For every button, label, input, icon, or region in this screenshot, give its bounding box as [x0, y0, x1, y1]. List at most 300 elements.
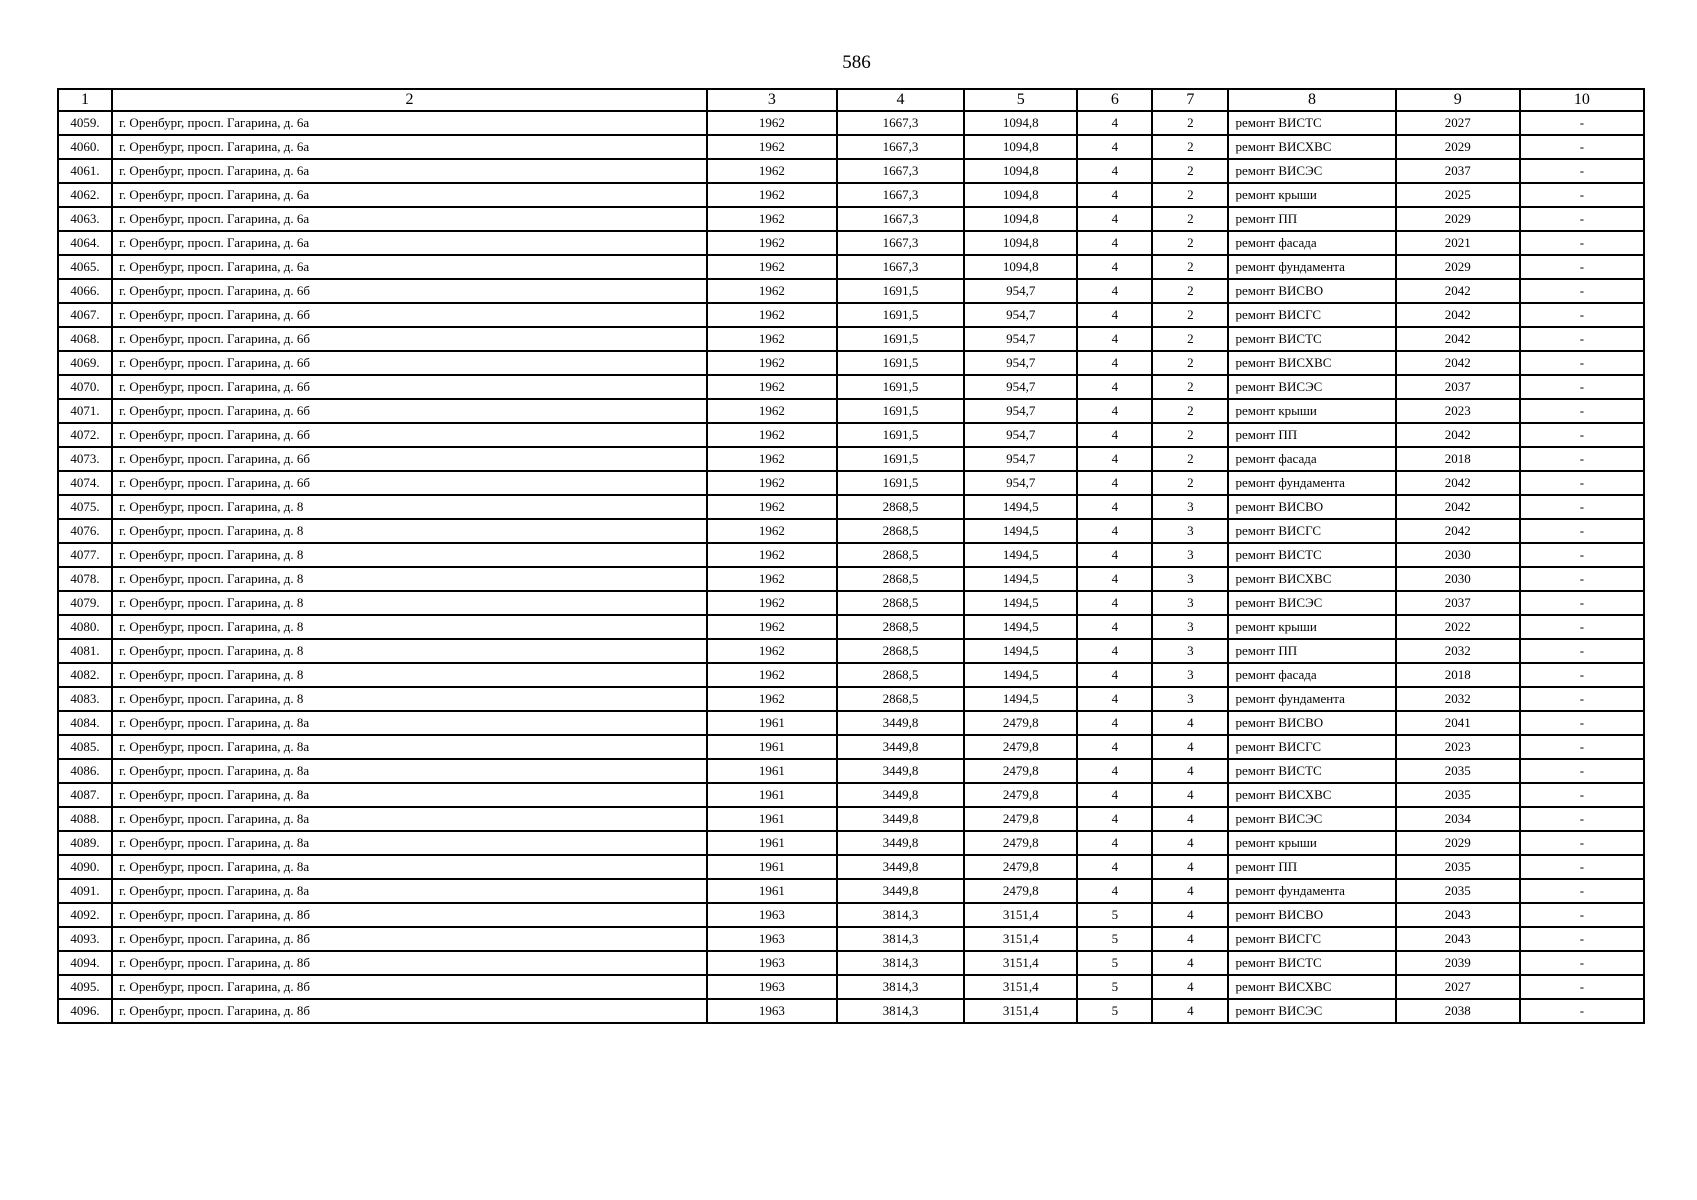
row-number-cell: 4068.: [58, 327, 112, 351]
table-row: [58, 735, 1644, 759]
total-area-cell: 1691,5: [837, 327, 964, 351]
row-number-cell: 4071.: [58, 399, 112, 423]
work-type-cell: ремонт ПП: [1228, 207, 1395, 231]
row-number-cell: 4072.: [58, 423, 112, 447]
note-cell: -: [1520, 927, 1644, 951]
floors-cell: 4: [1077, 375, 1152, 399]
address-cell: г. Оренбург, просп. Гагарина, д. 8: [112, 639, 707, 663]
planned-year-cell: 2032: [1396, 639, 1520, 663]
living-area-cell: 1494,5: [964, 543, 1077, 567]
work-type-cell: ремонт ВИСХВС: [1228, 567, 1395, 591]
table-row: [58, 591, 1644, 615]
entrances-cell: 2: [1152, 159, 1228, 183]
planned-year-cell: 2043: [1396, 927, 1520, 951]
row-number-cell: 4091.: [58, 879, 112, 903]
floors-cell: 4: [1077, 399, 1152, 423]
entrances-cell: 2: [1152, 471, 1228, 495]
floors-cell: 4: [1077, 351, 1152, 375]
work-type-cell: ремонт ВИСТС: [1228, 759, 1395, 783]
row-number-cell: 4070.: [58, 375, 112, 399]
floors-cell: 4: [1077, 807, 1152, 831]
entrances-cell: 2: [1152, 135, 1228, 159]
address-cell: г. Оренбург, просп. Гагарина, д. 8а: [112, 759, 707, 783]
work-type-cell: ремонт ВИСВО: [1228, 711, 1395, 735]
year-built-cell: 1962: [707, 447, 837, 471]
planned-year-cell: 2042: [1396, 303, 1520, 327]
note-cell: -: [1520, 543, 1644, 567]
work-type-cell: ремонт ВИСТС: [1228, 327, 1395, 351]
total-area-cell: 2868,5: [837, 687, 964, 711]
year-built-cell: 1961: [707, 711, 837, 735]
floors-cell: 4: [1077, 471, 1152, 495]
column-header-10: 10: [1520, 89, 1644, 111]
living-area-cell: 2479,8: [964, 831, 1077, 855]
note-cell: -: [1520, 687, 1644, 711]
address-cell: г. Оренбург, просп. Гагарина, д. 8: [112, 591, 707, 615]
address-cell: г. Оренбург, просп. Гагарина, д. 8б: [112, 927, 707, 951]
row-number-cell: 4076.: [58, 519, 112, 543]
work-type-cell: ремонт ВИСГС: [1228, 735, 1395, 759]
table-row: [58, 135, 1644, 159]
year-built-cell: 1962: [707, 495, 837, 519]
year-built-cell: 1962: [707, 423, 837, 447]
year-built-cell: 1962: [707, 159, 837, 183]
note-cell: -: [1520, 663, 1644, 687]
total-area-cell: 2868,5: [837, 591, 964, 615]
living-area-cell: 2479,8: [964, 711, 1077, 735]
year-built-cell: 1963: [707, 927, 837, 951]
living-area-cell: 1494,5: [964, 495, 1077, 519]
entrances-cell: 2: [1152, 399, 1228, 423]
year-built-cell: 1961: [707, 759, 837, 783]
note-cell: -: [1520, 855, 1644, 879]
note-cell: -: [1520, 135, 1644, 159]
entrances-cell: 2: [1152, 231, 1228, 255]
total-area-cell: 3449,8: [837, 735, 964, 759]
living-area-cell: 1494,5: [964, 687, 1077, 711]
year-built-cell: 1962: [707, 255, 837, 279]
living-area-cell: 954,7: [964, 471, 1077, 495]
work-type-cell: ремонт ВИСТС: [1228, 111, 1395, 135]
living-area-cell: 1094,8: [964, 231, 1077, 255]
entrances-cell: 3: [1152, 495, 1228, 519]
floors-cell: 4: [1077, 855, 1152, 879]
note-cell: -: [1520, 807, 1644, 831]
note-cell: -: [1520, 399, 1644, 423]
address-cell: г. Оренбург, просп. Гагарина, д. 8б: [112, 999, 707, 1023]
living-area-cell: 954,7: [964, 303, 1077, 327]
table-body: [58, 111, 1644, 1023]
table-row: [58, 351, 1644, 375]
table-row: [58, 831, 1644, 855]
note-cell: -: [1520, 159, 1644, 183]
total-area-cell: 1691,5: [837, 447, 964, 471]
table-row: [58, 855, 1644, 879]
table-row: [58, 759, 1644, 783]
row-number-cell: 4065.: [58, 255, 112, 279]
column-header-4: 4: [837, 89, 964, 111]
entrances-cell: 2: [1152, 327, 1228, 351]
row-number-cell: 4096.: [58, 999, 112, 1023]
address-cell: г. Оренбург, просп. Гагарина, д. 6а: [112, 231, 707, 255]
year-built-cell: 1962: [707, 231, 837, 255]
planned-year-cell: 2032: [1396, 687, 1520, 711]
entrances-cell: 4: [1152, 735, 1228, 759]
work-type-cell: ремонт крыши: [1228, 831, 1395, 855]
row-number-cell: 4066.: [58, 279, 112, 303]
planned-year-cell: 2042: [1396, 327, 1520, 351]
work-type-cell: ремонт ВИСЭС: [1228, 807, 1395, 831]
column-header-9: 9: [1396, 89, 1520, 111]
entrances-cell: 3: [1152, 543, 1228, 567]
floors-cell: 4: [1077, 687, 1152, 711]
living-area-cell: 954,7: [964, 351, 1077, 375]
table-row: [58, 327, 1644, 351]
total-area-cell: 1667,3: [837, 231, 964, 255]
total-area-cell: 3814,3: [837, 951, 964, 975]
entrances-cell: 2: [1152, 279, 1228, 303]
table-row: [58, 663, 1644, 687]
year-built-cell: 1961: [707, 855, 837, 879]
planned-year-cell: 2030: [1396, 543, 1520, 567]
table-row: [58, 927, 1644, 951]
floors-cell: 4: [1077, 735, 1152, 759]
work-type-cell: ремонт ВИСЭС: [1228, 999, 1395, 1023]
note-cell: -: [1520, 735, 1644, 759]
address-cell: г. Оренбург, просп. Гагарина, д. 6а: [112, 111, 707, 135]
entrances-cell: 2: [1152, 111, 1228, 135]
entrances-cell: 4: [1152, 975, 1228, 999]
living-area-cell: 1094,8: [964, 111, 1077, 135]
note-cell: -: [1520, 711, 1644, 735]
page-number: 586: [842, 52, 871, 73]
header-row: [58, 89, 1644, 111]
row-number-cell: 4067.: [58, 303, 112, 327]
note-cell: -: [1520, 375, 1644, 399]
planned-year-cell: 2042: [1396, 519, 1520, 543]
planned-year-cell: 2023: [1396, 735, 1520, 759]
entrances-cell: 4: [1152, 951, 1228, 975]
entrances-cell: 2: [1152, 375, 1228, 399]
planned-year-cell: 2042: [1396, 495, 1520, 519]
address-cell: г. Оренбург, просп. Гагарина, д. 6а: [112, 135, 707, 159]
address-cell: г. Оренбург, просп. Гагарина, д. 6б: [112, 279, 707, 303]
entrances-cell: 4: [1152, 927, 1228, 951]
total-area-cell: 1691,5: [837, 375, 964, 399]
year-built-cell: 1961: [707, 879, 837, 903]
row-number-cell: 4060.: [58, 135, 112, 159]
note-cell: -: [1520, 615, 1644, 639]
table-row: [58, 519, 1644, 543]
address-cell: г. Оренбург, просп. Гагарина, д. 8: [112, 519, 707, 543]
living-area-cell: 1094,8: [964, 159, 1077, 183]
work-type-cell: ремонт ПП: [1228, 855, 1395, 879]
note-cell: -: [1520, 447, 1644, 471]
floors-cell: 4: [1077, 615, 1152, 639]
row-number-cell: 4089.: [58, 831, 112, 855]
work-type-cell: ремонт ВИСХВС: [1228, 351, 1395, 375]
year-built-cell: 1963: [707, 951, 837, 975]
total-area-cell: 2868,5: [837, 663, 964, 687]
year-built-cell: 1962: [707, 279, 837, 303]
work-type-cell: ремонт ПП: [1228, 639, 1395, 663]
total-area-cell: 3814,3: [837, 927, 964, 951]
living-area-cell: 3151,4: [964, 999, 1077, 1023]
year-built-cell: 1962: [707, 327, 837, 351]
floors-cell: 5: [1077, 975, 1152, 999]
year-built-cell: 1962: [707, 351, 837, 375]
address-cell: г. Оренбург, просп. Гагарина, д. 8: [112, 567, 707, 591]
note-cell: -: [1520, 471, 1644, 495]
row-number-cell: 4063.: [58, 207, 112, 231]
total-area-cell: 1667,3: [837, 135, 964, 159]
living-area-cell: 954,7: [964, 399, 1077, 423]
year-built-cell: 1963: [707, 999, 837, 1023]
row-number-cell: 4062.: [58, 183, 112, 207]
address-cell: г. Оренбург, просп. Гагарина, д. 6б: [112, 375, 707, 399]
planned-year-cell: 2021: [1396, 231, 1520, 255]
planned-year-cell: 2025: [1396, 183, 1520, 207]
address-cell: г. Оренбург, просп. Гагарина, д. 8а: [112, 735, 707, 759]
row-number-cell: 4079.: [58, 591, 112, 615]
planned-year-cell: 2029: [1396, 207, 1520, 231]
living-area-cell: 1494,5: [964, 519, 1077, 543]
work-type-cell: ремонт ВИСГС: [1228, 927, 1395, 951]
table-row: [58, 303, 1644, 327]
planned-year-cell: 2018: [1396, 447, 1520, 471]
planned-year-cell: 2042: [1396, 351, 1520, 375]
registry-table: [57, 88, 1645, 1024]
note-cell: -: [1520, 639, 1644, 663]
row-number-cell: 4059.: [58, 111, 112, 135]
note-cell: -: [1520, 183, 1644, 207]
year-built-cell: 1961: [707, 807, 837, 831]
row-number-cell: 4092.: [58, 903, 112, 927]
planned-year-cell: 2037: [1396, 159, 1520, 183]
table-row: [58, 543, 1644, 567]
work-type-cell: ремонт крыши: [1228, 183, 1395, 207]
table-row: [58, 471, 1644, 495]
floors-cell: 4: [1077, 519, 1152, 543]
entrances-cell: 2: [1152, 447, 1228, 471]
table-row: [58, 183, 1644, 207]
work-type-cell: ремонт фасада: [1228, 231, 1395, 255]
year-built-cell: 1963: [707, 975, 837, 999]
entrances-cell: 2: [1152, 351, 1228, 375]
address-cell: г. Оренбург, просп. Гагарина, д. 8а: [112, 711, 707, 735]
living-area-cell: 1494,5: [964, 639, 1077, 663]
floors-cell: 5: [1077, 927, 1152, 951]
total-area-cell: 3449,8: [837, 807, 964, 831]
row-number-cell: 4085.: [58, 735, 112, 759]
entrances-cell: 2: [1152, 255, 1228, 279]
floors-cell: 5: [1077, 903, 1152, 927]
planned-year-cell: 2035: [1396, 759, 1520, 783]
note-cell: -: [1520, 951, 1644, 975]
work-type-cell: ремонт крыши: [1228, 615, 1395, 639]
row-number-cell: 4061.: [58, 159, 112, 183]
work-type-cell: ремонт фасада: [1228, 663, 1395, 687]
entrances-cell: 4: [1152, 855, 1228, 879]
note-cell: -: [1520, 903, 1644, 927]
planned-year-cell: 2022: [1396, 615, 1520, 639]
year-built-cell: 1962: [707, 543, 837, 567]
address-cell: г. Оренбург, просп. Гагарина, д. 6а: [112, 207, 707, 231]
floors-cell: 4: [1077, 831, 1152, 855]
entrances-cell: 4: [1152, 903, 1228, 927]
planned-year-cell: 2035: [1396, 783, 1520, 807]
planned-year-cell: 2035: [1396, 855, 1520, 879]
row-number-cell: 4078.: [58, 567, 112, 591]
note-cell: -: [1520, 279, 1644, 303]
table-row: [58, 423, 1644, 447]
address-cell: г. Оренбург, просп. Гагарина, д. 8а: [112, 783, 707, 807]
year-built-cell: 1962: [707, 591, 837, 615]
total-area-cell: 3814,3: [837, 903, 964, 927]
year-built-cell: 1962: [707, 207, 837, 231]
note-cell: -: [1520, 303, 1644, 327]
address-cell: г. Оренбург, просп. Гагарина, д. 6б: [112, 471, 707, 495]
column-header-5: 5: [964, 89, 1077, 111]
row-number-cell: 4075.: [58, 495, 112, 519]
row-number-cell: 4074.: [58, 471, 112, 495]
entrances-cell: 4: [1152, 711, 1228, 735]
total-area-cell: 3449,8: [837, 783, 964, 807]
total-area-cell: 1667,3: [837, 111, 964, 135]
column-header-8: 8: [1228, 89, 1395, 111]
work-type-cell: ремонт фундамента: [1228, 255, 1395, 279]
total-area-cell: 1691,5: [837, 399, 964, 423]
table-row: [58, 999, 1644, 1023]
planned-year-cell: 2029: [1396, 135, 1520, 159]
address-cell: г. Оренбург, просп. Гагарина, д. 6б: [112, 351, 707, 375]
work-type-cell: ремонт фасада: [1228, 447, 1395, 471]
total-area-cell: 1691,5: [837, 423, 964, 447]
table-row: [58, 903, 1644, 927]
planned-year-cell: 2043: [1396, 903, 1520, 927]
total-area-cell: 3814,3: [837, 975, 964, 999]
floors-cell: 4: [1077, 303, 1152, 327]
year-built-cell: 1962: [707, 471, 837, 495]
floors-cell: 4: [1077, 447, 1152, 471]
total-area-cell: 2868,5: [837, 519, 964, 543]
planned-year-cell: 2042: [1396, 471, 1520, 495]
work-type-cell: ремонт фундамента: [1228, 471, 1395, 495]
address-cell: г. Оренбург, просп. Гагарина, д. 8а: [112, 807, 707, 831]
total-area-cell: 1691,5: [837, 471, 964, 495]
year-built-cell: 1962: [707, 183, 837, 207]
total-area-cell: 2868,5: [837, 639, 964, 663]
row-number-cell: 4094.: [58, 951, 112, 975]
planned-year-cell: 2037: [1396, 591, 1520, 615]
table-row: [58, 447, 1644, 471]
entrances-cell: 4: [1152, 783, 1228, 807]
year-built-cell: 1962: [707, 375, 837, 399]
floors-cell: 5: [1077, 951, 1152, 975]
work-type-cell: ремонт ВИСТС: [1228, 543, 1395, 567]
floors-cell: 4: [1077, 663, 1152, 687]
work-type-cell: ремонт ВИСГС: [1228, 303, 1395, 327]
row-number-cell: 4093.: [58, 927, 112, 951]
living-area-cell: 2479,8: [964, 807, 1077, 831]
floors-cell: 4: [1077, 207, 1152, 231]
living-area-cell: 2479,8: [964, 879, 1077, 903]
entrances-cell: 3: [1152, 591, 1228, 615]
address-cell: г. Оренбург, просп. Гагарина, д. 8б: [112, 951, 707, 975]
note-cell: -: [1520, 783, 1644, 807]
floors-cell: 4: [1077, 279, 1152, 303]
planned-year-cell: 2030: [1396, 567, 1520, 591]
note-cell: -: [1520, 999, 1644, 1023]
planned-year-cell: 2039: [1396, 951, 1520, 975]
total-area-cell: 3449,8: [837, 879, 964, 903]
work-type-cell: ремонт ВИСХВС: [1228, 975, 1395, 999]
address-cell: г. Оренбург, просп. Гагарина, д. 8: [112, 663, 707, 687]
note-cell: -: [1520, 423, 1644, 447]
note-cell: -: [1520, 519, 1644, 543]
floors-cell: 4: [1077, 183, 1152, 207]
planned-year-cell: 2029: [1396, 255, 1520, 279]
work-type-cell: ремонт ВИСВО: [1228, 495, 1395, 519]
work-type-cell: ремонт ВИСЭС: [1228, 375, 1395, 399]
entrances-cell: 4: [1152, 831, 1228, 855]
floors-cell: 4: [1077, 255, 1152, 279]
address-cell: г. Оренбург, просп. Гагарина, д. 8: [112, 495, 707, 519]
table-row: [58, 807, 1644, 831]
row-number-cell: 4077.: [58, 543, 112, 567]
entrances-cell: 4: [1152, 999, 1228, 1023]
living-area-cell: 1494,5: [964, 591, 1077, 615]
entrances-cell: 4: [1152, 759, 1228, 783]
column-header-2: 2: [112, 89, 707, 111]
living-area-cell: 1094,8: [964, 135, 1077, 159]
row-number-cell: 4069.: [58, 351, 112, 375]
total-area-cell: 3449,8: [837, 855, 964, 879]
floors-cell: 4: [1077, 135, 1152, 159]
address-cell: г. Оренбург, просп. Гагарина, д. 8а: [112, 855, 707, 879]
entrances-cell: 2: [1152, 303, 1228, 327]
entrances-cell: 3: [1152, 567, 1228, 591]
table-row: [58, 111, 1644, 135]
table-row: [58, 615, 1644, 639]
entrances-cell: 2: [1152, 423, 1228, 447]
note-cell: -: [1520, 567, 1644, 591]
living-area-cell: 954,7: [964, 447, 1077, 471]
total-area-cell: 2868,5: [837, 495, 964, 519]
planned-year-cell: 2041: [1396, 711, 1520, 735]
living-area-cell: 3151,4: [964, 927, 1077, 951]
living-area-cell: 3151,4: [964, 903, 1077, 927]
planned-year-cell: 2023: [1396, 399, 1520, 423]
year-built-cell: 1961: [707, 735, 837, 759]
year-built-cell: 1962: [707, 303, 837, 327]
table-row: [58, 951, 1644, 975]
table-row: [58, 159, 1644, 183]
floors-cell: 4: [1077, 159, 1152, 183]
column-header-6: 6: [1077, 89, 1152, 111]
living-area-cell: 2479,8: [964, 735, 1077, 759]
floors-cell: 4: [1077, 543, 1152, 567]
table-row: [58, 711, 1644, 735]
year-built-cell: 1962: [707, 135, 837, 159]
table-row: [58, 879, 1644, 903]
note-cell: -: [1520, 831, 1644, 855]
floors-cell: 4: [1077, 591, 1152, 615]
year-built-cell: 1963: [707, 903, 837, 927]
address-cell: г. Оренбург, просп. Гагарина, д. 6б: [112, 303, 707, 327]
work-type-cell: ремонт ПП: [1228, 423, 1395, 447]
entrances-cell: 4: [1152, 807, 1228, 831]
